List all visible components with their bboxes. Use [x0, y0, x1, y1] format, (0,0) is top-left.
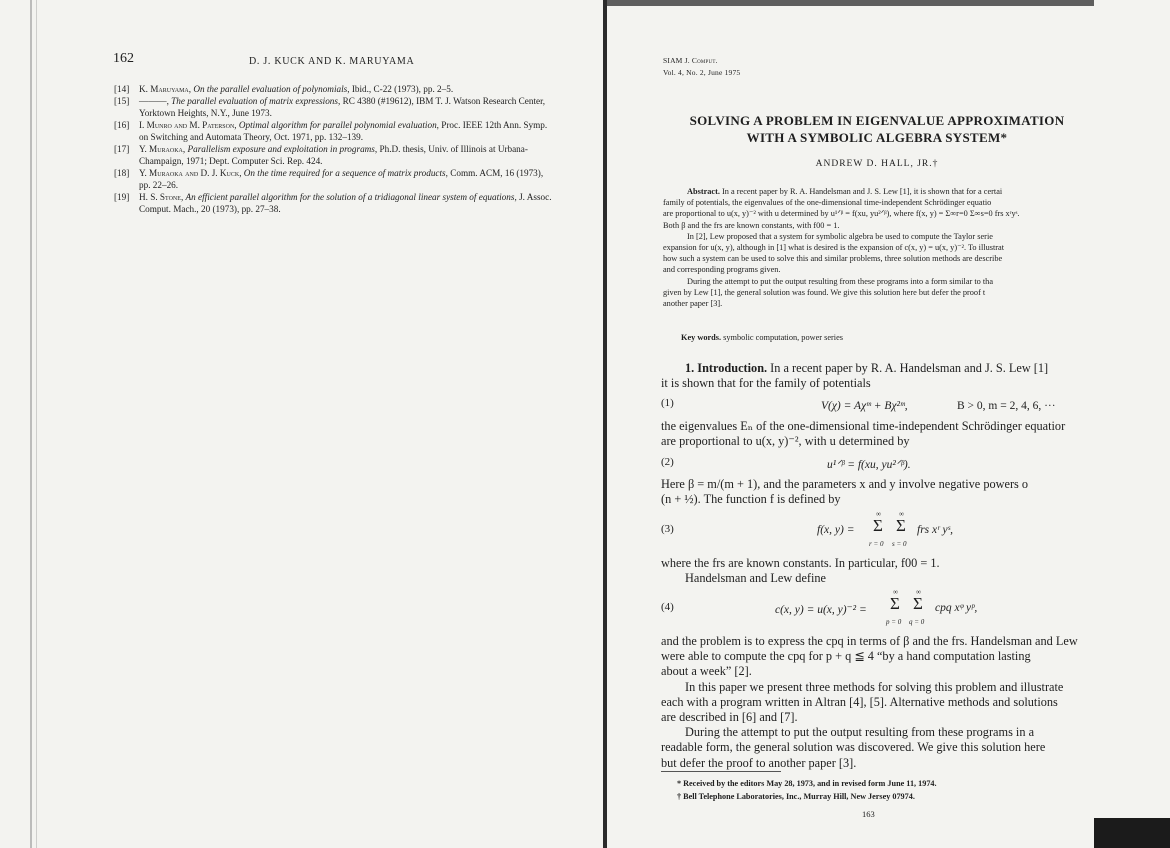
equation-1: V(χ) = Aχᵐ + Bχ²ᵐ, — [821, 400, 908, 412]
abstract — [663, 186, 1094, 309]
summation-sign: Σ — [896, 516, 906, 535]
reference-authors: Y. Muraoka and D. J. Kuck — [139, 168, 240, 178]
footnote: * Received by the editors May 28, 1973, and in revised form June 11, 1974. — [677, 779, 937, 788]
article-title-line: WITH A SYMBOLIC ALGEBRA SYSTEM* — [746, 130, 1008, 145]
abstract-line: expansion for u(x, y), although in [1] what is desired is the expansion of c(x, y) = u(x, y)⁻². To illustrat — [663, 243, 1005, 253]
footnote: † Bell Telephone Laboratories, Inc., Murray Hill, New Jersey 07974. — [677, 792, 915, 801]
journal-volume: Vol. 4, No. 2, June 1975 — [663, 68, 741, 77]
reference-details: , Ph.D. thesis, Univ. of Illinois at Urbana-Champaign, 1971; Dept. Computer Sci. Rep. 424. — [139, 144, 528, 166]
section-heading: 1. Introduction. — [685, 361, 768, 375]
body-line: Handelsman and Lew define — [685, 571, 827, 585]
abstract-line: are proportional to u(x, y)⁻² with u determined by u¹ᐟᵝ = f(xu, yu²ᐟᵝ), where f(x, y) = Σ∞r=0 Σ∞s=0 frs xʳyˢ. — [663, 209, 1020, 219]
left-running-head: D. J. KUCK AND K. MARUYAMA — [249, 56, 415, 67]
reference-authors: ——— — [139, 96, 167, 106]
body-line: are described in [6] and [7]. — [661, 710, 798, 725]
abstract-line: given by Lew [1], the general solution was found. We give this solution here but defer the proof t — [663, 287, 986, 297]
page-margin — [1094, 0, 1170, 848]
article-title — [667, 112, 1087, 146]
equation-lhs: c(x, y) = u(x, y)⁻² = — [775, 604, 867, 616]
reference-details: , RC 4380 (#19612), IBM T. J. Watson Research Center, Yorktown Heights, N.Y., June 1973. — [139, 96, 546, 118]
page-top-shadow — [607, 0, 1094, 6]
reference-authors: H. S. Stone — [139, 192, 181, 202]
scan-edge-mark — [36, 0, 37, 848]
abstract-label: Abstract. — [687, 187, 720, 196]
equation-term: frs xʳ yˢ, — [917, 524, 953, 536]
reference-details: , J. Assoc. Comput. Mach., 20 (1973), pp. 27–38. — [139, 192, 552, 214]
reference-list — [114, 83, 554, 215]
reference-number: [15] — [114, 96, 130, 106]
scan-edge-mark — [30, 0, 32, 848]
footnotes — [677, 777, 937, 803]
body-paragraph — [661, 419, 1094, 449]
body-line: but defer the proof to another paper [3]. — [661, 755, 857, 770]
right-page-number: 163 — [862, 809, 875, 819]
equation-number: (1) — [661, 397, 674, 409]
reference-item: [15] ———, The parallel evaluation of matrix expressions, RC 4380 (#19612), IBM T. J. Watson Research Center, Yorktown Heights, N.Y., June 1973. — [114, 96, 546, 118]
body-line: the eigenvalues Eₙ of the one-dimensional time-independent Schrödinger equatior — [661, 419, 1066, 433]
body-line: In a recent paper by R. A. Handelsman and J. S. Lew [1] — [767, 361, 1049, 375]
right-page — [607, 0, 1094, 848]
sum-lower-limit: s = 0 — [892, 540, 907, 548]
sum-upper-limit: ∞ — [893, 588, 898, 596]
abstract-line: how such a system can be used to solve this and similar problems, three solution methods are describe — [663, 254, 1003, 264]
equation-1-condition: B > 0, m = 2, 4, 6, ··· — [957, 400, 1056, 412]
reference-authors: I. Munro and M. Paterson — [139, 120, 235, 130]
reference-item: [18] Y. Muraoka and D. J. Kuck, On the time required for a sequence of matrix products, Comm. ACM, 16 (1973), pp. 22–26. — [114, 168, 544, 190]
abstract-line: and corresponding programs given. — [663, 265, 781, 275]
reference-title: Optimal algorithm for parallel polynomial evaluation — [238, 120, 437, 130]
summation-sign: Σ — [873, 516, 883, 535]
reference-number: [19] — [114, 192, 130, 202]
journal-citation — [663, 55, 740, 79]
reference-authors: K. Maruyama — [139, 84, 189, 94]
equation-2: u¹ᐟᵝ = f(xu, yu²ᐟᵝ). — [827, 459, 911, 471]
sum-lower-limit: q = 0 — [909, 618, 925, 626]
reference-item: [17] Y. Muraoka, Parallelism exposure and exploitation in programs, Ph.D. thesis, Univ. of Illinois at Urbana-Champaign, 1971; Dept. Computer Sci. Rep. 424. — [114, 144, 528, 166]
keywords-label: Key words. — [681, 333, 722, 342]
abstract-line: During the attempt to put the output resulting from these programs into a form similar to tha — [687, 276, 994, 286]
body-line: During the attempt to put the output resulting from these programs in a — [685, 725, 1035, 740]
reference-number: [14] — [114, 84, 130, 94]
abstract-line: Both β and the frs are known constants, with f00 = 1. — [663, 220, 840, 230]
body-line: each with a program written in Altran [4], [5]. Alternative methods and solutions — [661, 694, 1058, 709]
reference-number: [16] — [114, 120, 130, 130]
reference-title: The parallel evaluation of matrix expressions — [171, 96, 338, 106]
reference-item: [19] H. S. Stone, An efficient parallel algorithm for the solution of a tridiagonal linear system of equations, J. Assoc. Comput. Mach., 20 (1973), pp. 27–38. — [114, 192, 552, 214]
keywords-text: symbolic computation, power series — [721, 333, 844, 342]
sum-upper-limit: ∞ — [899, 510, 904, 518]
reference-item: [14] K. Maruyama, On the parallel evaluation of polynomials, Ibid., C-22 (1973), pp. 2–5. — [114, 84, 454, 94]
body-line: it is shown that for the family of potentials — [661, 376, 871, 390]
keywords — [681, 333, 843, 342]
abstract-line: In [2], Lew proposed that a system for symbolic algebra be used to compute the Taylor serie — [687, 231, 993, 241]
equation-3 — [817, 512, 997, 552]
sum-lower-limit: r = 0 — [869, 540, 884, 548]
body-paragraph — [661, 634, 1094, 771]
body-line: readable form, the general solution was discovered. We give this solution here — [661, 740, 1046, 755]
reference-title: On the time required for a sequence of matrix products — [243, 168, 446, 178]
body-line: about a week” [2]. — [661, 664, 752, 679]
abstract-line: family of potentials, the eigenvalues of the one-dimensional time-independent Schrödinger equatio — [663, 198, 992, 208]
left-page-number: 162 — [113, 51, 134, 66]
reference-number: [18] — [114, 168, 130, 178]
sum-lower-limit: p = 0 — [886, 618, 902, 626]
body-line: are proportional to u(x, y)⁻², with u determined by — [661, 434, 910, 448]
body-paragraph — [661, 556, 1094, 586]
introduction-paragraph — [661, 361, 1094, 391]
body-line: were able to compute the cpq for p + q ≦ 4 “by a hand computation lasting — [661, 649, 1031, 664]
equation-term: cpq xᵠ yᵖ, — [935, 602, 978, 614]
footnote-rule — [661, 771, 781, 772]
abstract-line: another paper [3]. — [663, 299, 723, 309]
body-line: (n + ½). The function f is defined by — [661, 492, 841, 506]
equation-lhs: f(x, y) = — [817, 524, 855, 536]
equation-4 — [775, 590, 1015, 630]
reference-title: On the parallel evaluation of polynomials — [193, 84, 348, 94]
reference-details: , Ibid., C-22 (1973), pp. 2–5. — [347, 84, 454, 94]
summation-sign: Σ — [890, 594, 900, 613]
journal-name: SIAM J. Comput. — [663, 56, 718, 65]
reference-title: Parallelism exposure and exploitation in programs — [187, 144, 375, 154]
body-line: In this paper we present three methods for solving this problem and illustrate — [685, 679, 1064, 694]
equation-number: (2) — [661, 456, 674, 468]
reference-number: [17] — [114, 144, 130, 154]
reference-item: [16] I. Munro and M. Paterson, Optimal algorithm for parallel polynomial evaluation, Proc. IEEE 12th Ann. Symp. on Switching and Automata Theory, Oct. 1971, pp. 132–139. — [114, 120, 548, 142]
equation-number: (4) — [661, 601, 674, 613]
reference-authors: Y. Muraoka — [139, 144, 183, 154]
sum-upper-limit: ∞ — [876, 510, 881, 518]
sum-upper-limit: ∞ — [916, 588, 921, 596]
summation-sign: Σ — [913, 594, 923, 613]
scan-shadow — [1094, 818, 1170, 848]
article-author: ANDREW D. HALL, JR.† — [815, 159, 939, 169]
reference-details: , Comm. ACM, 16 (1973), pp. 22–26. — [139, 168, 544, 190]
abstract-line: In a recent paper by R. A. Handelsman and J. S. Lew [1], it is shown that for a certai — [719, 187, 1003, 196]
body-line: Here β = m/(m + 1), and the parameters x and y involve negative powers o — [661, 477, 1029, 491]
reference-details: , Proc. IEEE 12th Ann. Symp. on Switching and Automata Theory, Oct. 1971, pp. 132–139. — [139, 120, 548, 142]
article-title-line: SOLVING A PROBLEM IN EIGENVALUE APPROXIMATION — [689, 113, 1065, 128]
reference-title: An efficient parallel algorithm for the solution of a tridiagonal linear system of equations — [185, 192, 515, 202]
body-paragraph — [661, 477, 1094, 507]
body-line: and the problem is to express the cpq in terms of β and the frs. Handelsman and Lew — [661, 634, 1078, 648]
body-line: where the frs are known constants. In particular, f00 = 1. — [661, 556, 940, 570]
equation-number: (3) — [661, 523, 674, 535]
